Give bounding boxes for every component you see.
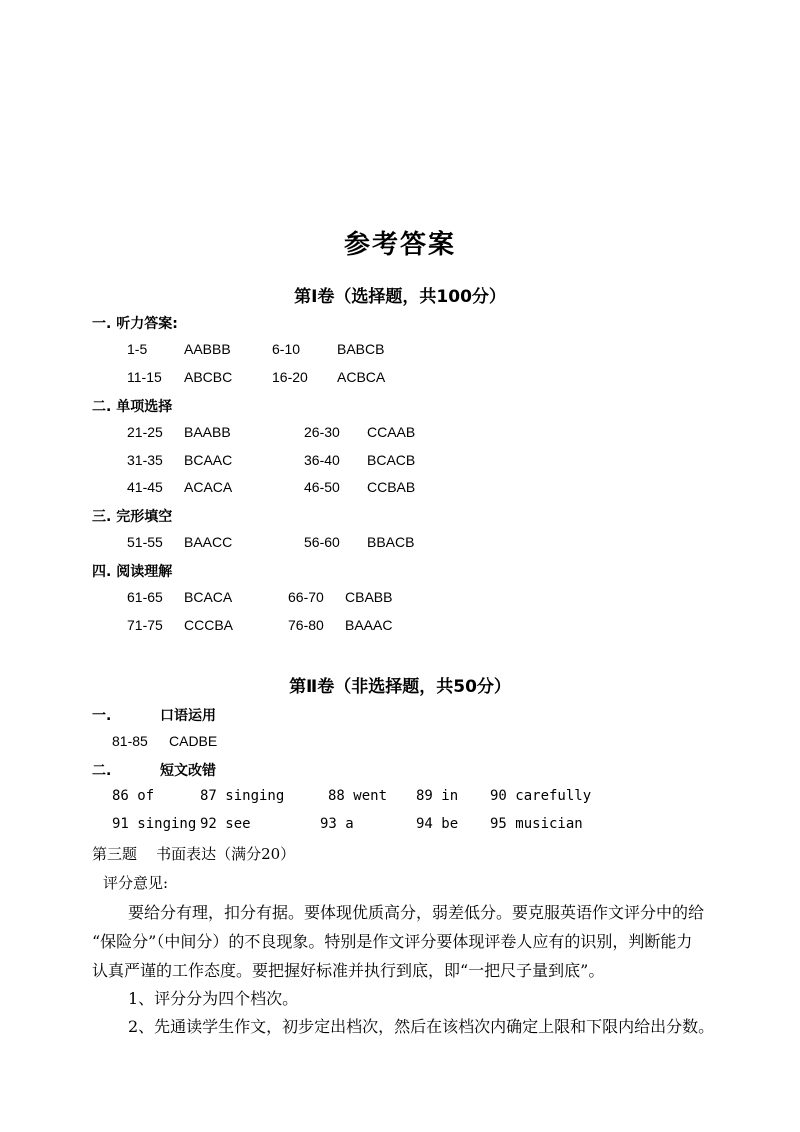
correction-answer: 95 musician	[490, 816, 583, 832]
answer-range: 31-35	[127, 452, 163, 468]
answer-range: 61-65	[127, 589, 163, 605]
criteria-paragraph-line: “保险分”（中间分）的不良现象。特别是作文评分要体现评卷人应有的识别，判断能力	[92, 932, 693, 951]
answer-value: BBACB	[367, 534, 415, 550]
answer-range: 51-55	[127, 534, 163, 550]
answer-value: BCACB	[367, 452, 416, 468]
answer-value: BAAAC	[345, 617, 393, 633]
answer-value: CCAAB	[367, 424, 416, 440]
section-label-reading: 四. 阅读理解	[92, 564, 173, 580]
correction-answer: 86 of	[112, 788, 155, 804]
answer-range: 21-25	[127, 424, 163, 440]
answer-range: 6-10	[272, 341, 301, 357]
section-number: 二.	[92, 763, 112, 779]
section-label-correction: 短文改错	[160, 763, 216, 779]
answer-value: BCAAC	[184, 452, 233, 468]
correction-answer: 94 be	[416, 816, 459, 832]
section-label-cloze: 三. 完形填空	[92, 509, 173, 525]
criteria-paragraph-line: 要给分有理，扣分有据。要体现优质高分，弱差低分。要克服英语作文评分中的给	[128, 903, 705, 922]
part2-heading: 第Ⅱ卷（非选择题，共50分）	[289, 677, 511, 697]
answer-range: 81-85	[112, 733, 148, 749]
correction-answer: 91 singing	[112, 816, 197, 832]
writing-heading: 第三题 书面表达（满分20）	[92, 845, 296, 863]
section-label-oral: 口语运用	[160, 708, 216, 724]
correction-answer: 87 singing	[200, 788, 285, 804]
answer-value: ACBCA	[337, 369, 386, 385]
correction-answer: 93 a	[320, 816, 354, 832]
answer-range: 71-75	[127, 617, 163, 633]
correction-answer: 92 see	[200, 816, 251, 832]
section-number: 一.	[92, 708, 112, 724]
correction-answer: 90 carefully	[490, 788, 592, 804]
answer-range: 56-60	[304, 534, 340, 550]
answer-value: CADBE	[169, 733, 218, 749]
section-label-single-choice: 二. 单项选择	[92, 399, 173, 415]
answer-range: 36-40	[304, 452, 340, 468]
answer-value: BCACA	[184, 589, 233, 605]
correction-answer: 88 went	[328, 788, 388, 804]
answer-value: BABCB	[337, 341, 385, 357]
answer-range: 66-70	[288, 589, 324, 605]
answer-range: 41-45	[127, 479, 163, 495]
answer-value: CCCBA	[184, 617, 234, 633]
answer-value: ACACA	[184, 479, 233, 495]
answer-value: CCBAB	[367, 479, 416, 495]
answer-range: 76-80	[288, 617, 324, 633]
answer-range: 46-50	[304, 479, 340, 495]
answer-value: ABCBC	[184, 369, 233, 385]
criteria-label: 评分意见:	[103, 874, 169, 892]
answer-range: 11-15	[127, 369, 162, 385]
answer-value: CBABB	[345, 589, 393, 605]
page-title: 参考答案	[343, 230, 456, 260]
criteria-paragraph-line: 认真严谨的工作态度。要把握好标准并执行到底，即“一把尺子量到底”。	[92, 961, 605, 980]
answer-range: 26-30	[304, 424, 340, 440]
answer-value: AABBB	[184, 341, 231, 357]
correction-answer: 89 in	[416, 788, 459, 804]
answer-value: BAACC	[184, 534, 233, 550]
criteria-point: 1、评分分为四个档次。	[128, 989, 299, 1008]
answer-value: BAABB	[184, 424, 231, 440]
section-label-listening: 一. 听力答案:	[92, 316, 178, 332]
part1-heading: 第Ⅰ卷（选择题，共100分）	[294, 287, 506, 307]
answer-range: 16-20	[272, 369, 308, 385]
answer-range: 1-5	[127, 341, 148, 357]
criteria-point: 2、先通读学生作文，初步定出档次，然后在该档次内确定上限和下限内给出分数。	[128, 1017, 715, 1036]
